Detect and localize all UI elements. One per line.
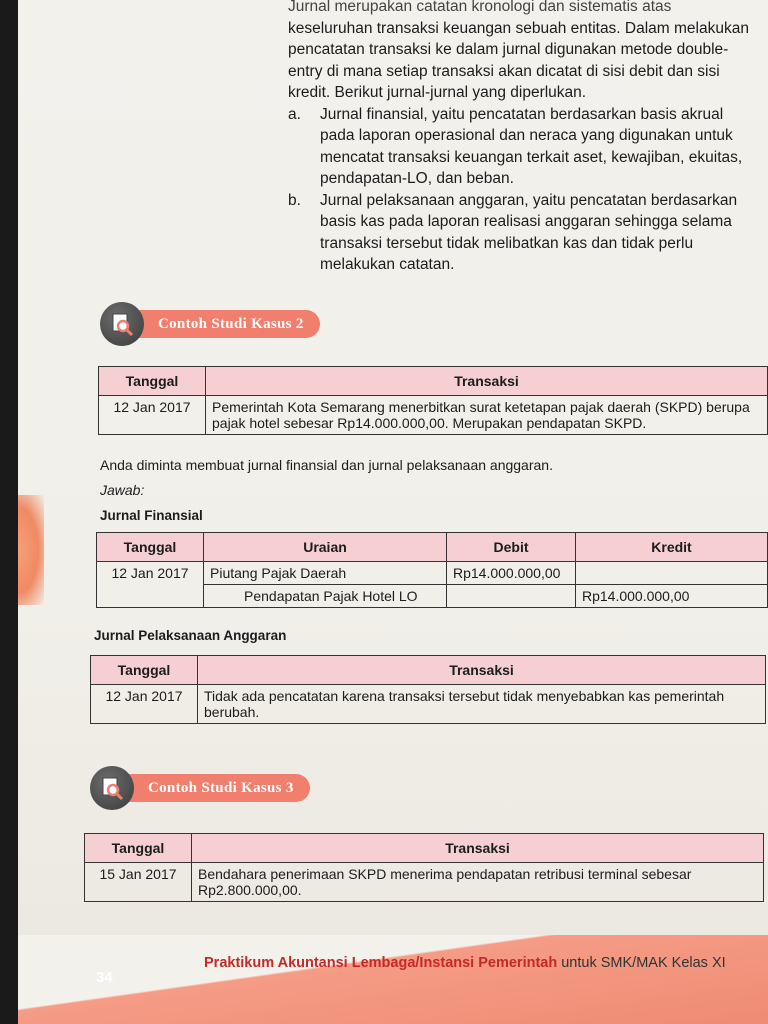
- col-debit: Debit: [447, 533, 576, 562]
- case3-banner-label: Contoh Studi Kasus 3: [124, 774, 310, 802]
- jurnal-finansial-title: Jurnal Finansial: [100, 508, 203, 523]
- cell-credit: [576, 562, 768, 585]
- cell-transaction: Tidak ada pencatatan karena transaksi tersebut tidak menyebabkan kas pemerintah berubah.: [198, 685, 766, 724]
- case2-banner: [100, 300, 320, 348]
- cell-date: [97, 585, 204, 608]
- answer-label: Jawab:: [100, 482, 145, 498]
- magnifier-icon: [90, 766, 134, 810]
- cell-date: 15 Jan 2017: [85, 863, 192, 902]
- jurnal-finansial-table: [96, 532, 768, 608]
- col-tanggal: Tanggal: [85, 834, 192, 863]
- jurnal-pelaksanaan-table: [90, 655, 766, 724]
- book-title: [204, 955, 726, 971]
- jurnal-pelaksanaan-title: Jurnal Pelaksanaan Anggaran: [94, 628, 287, 643]
- intro-top-line: Jurnal merupakan catatan kronologi dan sistematis atas: [288, 0, 672, 15]
- book-title-suffix: untuk SMK/MAK Kelas XI: [557, 955, 726, 971]
- cell-desc: Piutang Pajak Daerah: [204, 562, 447, 585]
- book-title-main: Praktikum Akuntansi Lembaga/Instansi Pemerintah: [204, 955, 558, 971]
- col-transaksi: Transaksi: [192, 834, 764, 863]
- cell-transaction: Pemerintah Kota Semarang menerbitkan surat ketetapan pajak daerah (SKPD) berupa pajak hotel sebesar Rp14.000.000,00. Merupakan pendapatan SKPD.: [206, 396, 768, 435]
- magnifier-icon: [100, 302, 144, 346]
- case2-banner-label: Contoh Studi Kasus 2: [134, 310, 320, 338]
- intro-line: entry di mana setiap transaksi akan dicatat di sisi debit dan sisi: [288, 62, 720, 80]
- col-transaksi: Transaksi: [198, 656, 766, 685]
- col-uraian: Uraian: [204, 533, 447, 562]
- thumb-shadow: [18, 495, 44, 605]
- page-footer: [18, 935, 768, 1024]
- intro-line: keseluruhan transaksi keuangan sebuah entitas. Dalam melakukan: [288, 19, 749, 37]
- table-row: [97, 562, 768, 585]
- intro-text: [288, 0, 758, 276]
- cell-date: 12 Jan 2017: [91, 685, 198, 724]
- cell-debit: Rp14.000.000,00: [447, 562, 576, 585]
- list-text: Jurnal finansial, yaitu pencatatan berdasarkan basis akrual pada laporan operasional dan neraca yang digunakan untuk mencatat transaksi keuangan terkait aset, kewajiban, ekuitas, pendapatan-LO, dan beban.: [320, 105, 743, 187]
- book-page: [18, 0, 768, 1024]
- page-number: 34: [96, 969, 113, 986]
- cell-desc: Pendapatan Pajak Hotel LO: [204, 585, 447, 608]
- cell-transaction: Bendahara penerimaan SKPD menerima pendapatan retribusi terminal sebesar Rp2.800.000,00.: [192, 863, 764, 902]
- list-item: [288, 104, 758, 190]
- cell-debit: [447, 585, 576, 608]
- list-marker: b.: [288, 191, 301, 209]
- col-tanggal: Tanggal: [91, 656, 198, 685]
- col-transaksi: Transaksi: [206, 367, 768, 396]
- list-marker: a.: [288, 105, 301, 123]
- case2-table: [98, 366, 768, 435]
- intro-line: kredit. Berikut jurnal-jurnal yang diperlukan.: [288, 84, 587, 101]
- intro-line: pencatatan transaksi ke dalam jurnal digunakan metode double-: [288, 41, 729, 58]
- col-tanggal: Tanggal: [99, 367, 206, 396]
- case3-table: [84, 833, 764, 902]
- list-item: [288, 190, 758, 276]
- case3-banner: [90, 764, 310, 812]
- cell-credit: Rp14.000.000,00: [576, 585, 768, 608]
- question-text: Anda diminta membuat jurnal finansial dan jurnal pelaksanaan anggaran.: [100, 457, 553, 473]
- table-row: [91, 685, 766, 724]
- col-tanggal: Tanggal: [97, 533, 204, 562]
- table-row: [97, 585, 768, 608]
- list-text: Jurnal pelaksanaan anggaran, yaitu pencatatan berdasarkan basis kas pada laporan realisasi anggaran sehingga selama transaksi tersebut tidak melibatkan kas dan tidak perlu melakukan catatan.: [320, 191, 738, 273]
- table-row: [85, 863, 764, 902]
- cell-date: 12 Jan 2017: [99, 396, 206, 435]
- col-kredit: Kredit: [576, 533, 768, 562]
- table-row: [99, 396, 768, 435]
- cell-date: 12 Jan 2017: [97, 562, 204, 585]
